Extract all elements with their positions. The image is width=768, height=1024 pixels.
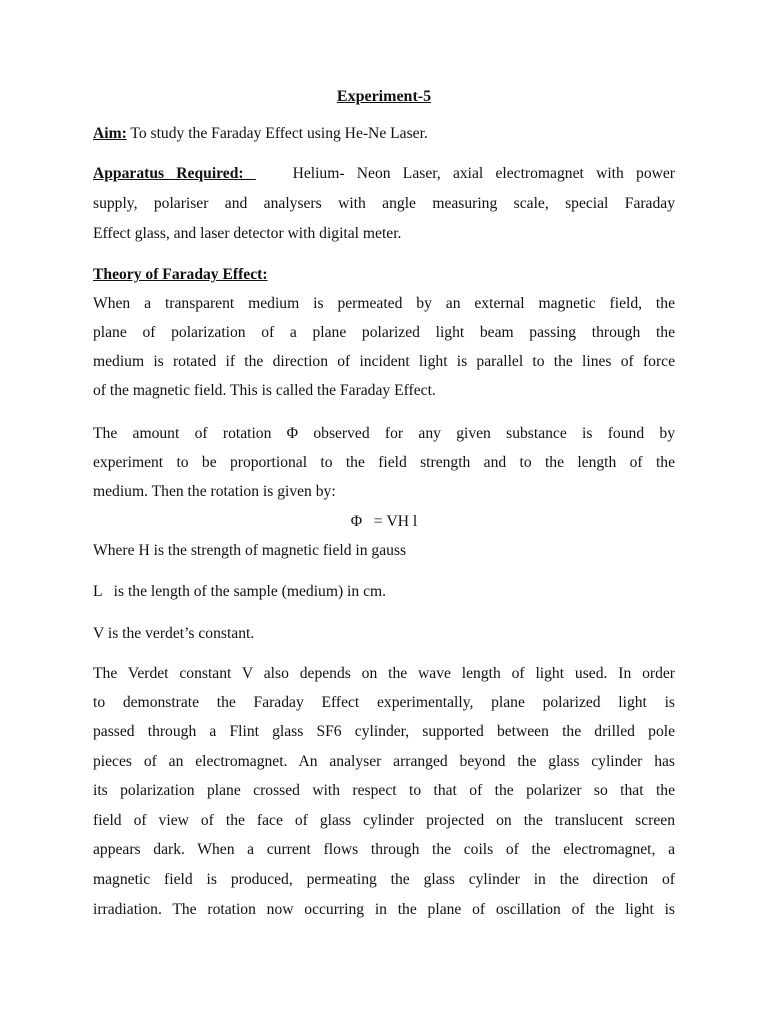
apparatus-line-2: supply, polariser and analysers with angle measuring scale, special Faraday (93, 195, 675, 212)
theory-heading: Theory of Faraday Effect: (93, 266, 268, 283)
theory-para1-line-4: of the magnetic field. This is called the Faraday Effect. (93, 382, 436, 399)
page-title: Experiment-5 (336, 88, 432, 105)
formula: Φ = VH l (350, 513, 418, 530)
aim-label: Aim: (93, 125, 127, 142)
theory-para3-line-8: magnetic field is produced, permeating the glass cylinder in the direction of (93, 871, 675, 888)
aim-text: To study the Faraday Effect using He-Ne Laser. (126, 125, 428, 142)
apparatus-label: Apparatus Required: (93, 165, 256, 182)
theory-para1-line-3: medium is rotated if the direction of incident light is parallel to the lines of force (93, 353, 675, 370)
theory-para3-line-4: pieces of an electromagnet. An analyser arranged beyond the glass cylinder has (93, 753, 675, 770)
theory-para1-line-2: plane of polarization of a plane polarized light beam passing through the (93, 324, 675, 341)
apparatus-text-1: Helium- Neon Laser, axial electromagnet with power (292, 165, 675, 182)
theory-para3-line-9: irradiation. The rotation now occurring in the plane of oscillation of the light is (93, 901, 675, 918)
aim-line (93, 124, 675, 144)
theory-para3-line-3: passed through a Flint glass SF6 cylinder, supported between the drilled pole (93, 723, 675, 740)
where-l-line: L is the length of the sample (medium) in cm. (93, 583, 387, 600)
theory-para2-line-3: medium. Then the rotation is given by: (93, 483, 336, 500)
apparatus-line-1 (93, 164, 675, 184)
theory-para3-line-6: field of view of the face of glass cylinder projected on the translucent screen (93, 812, 675, 829)
theory-para3-line-1: The Verdet constant V also depends on the wave length of light used. In order (93, 665, 675, 682)
theory-para2-line-2: experiment to be proportional to the field strength and to the length of the (93, 454, 675, 471)
apparatus-line-3: Effect glass, and laser detector with digital meter. (93, 225, 402, 242)
where-h-line: Where H is the strength of magnetic field in gauss (93, 542, 407, 559)
theory-para3-line-2: to demonstrate the Faraday Effect experimentally, plane polarized light is (93, 694, 675, 711)
theory-para2-line-1: The amount of rotation Φ observed for any given substance is found by (93, 425, 675, 442)
theory-para3-line-5: its polarization plane crossed with respect to that of the polarizer so that the (93, 782, 675, 799)
theory-para3-line-7: appears dark. When a current flows through the coils of the electromagnet, a (93, 841, 675, 858)
theory-para1-line-1: When a transparent medium is permeated by an external magnetic field, the (93, 295, 675, 312)
where-v-line: V is the verdet’s constant. (93, 625, 255, 642)
